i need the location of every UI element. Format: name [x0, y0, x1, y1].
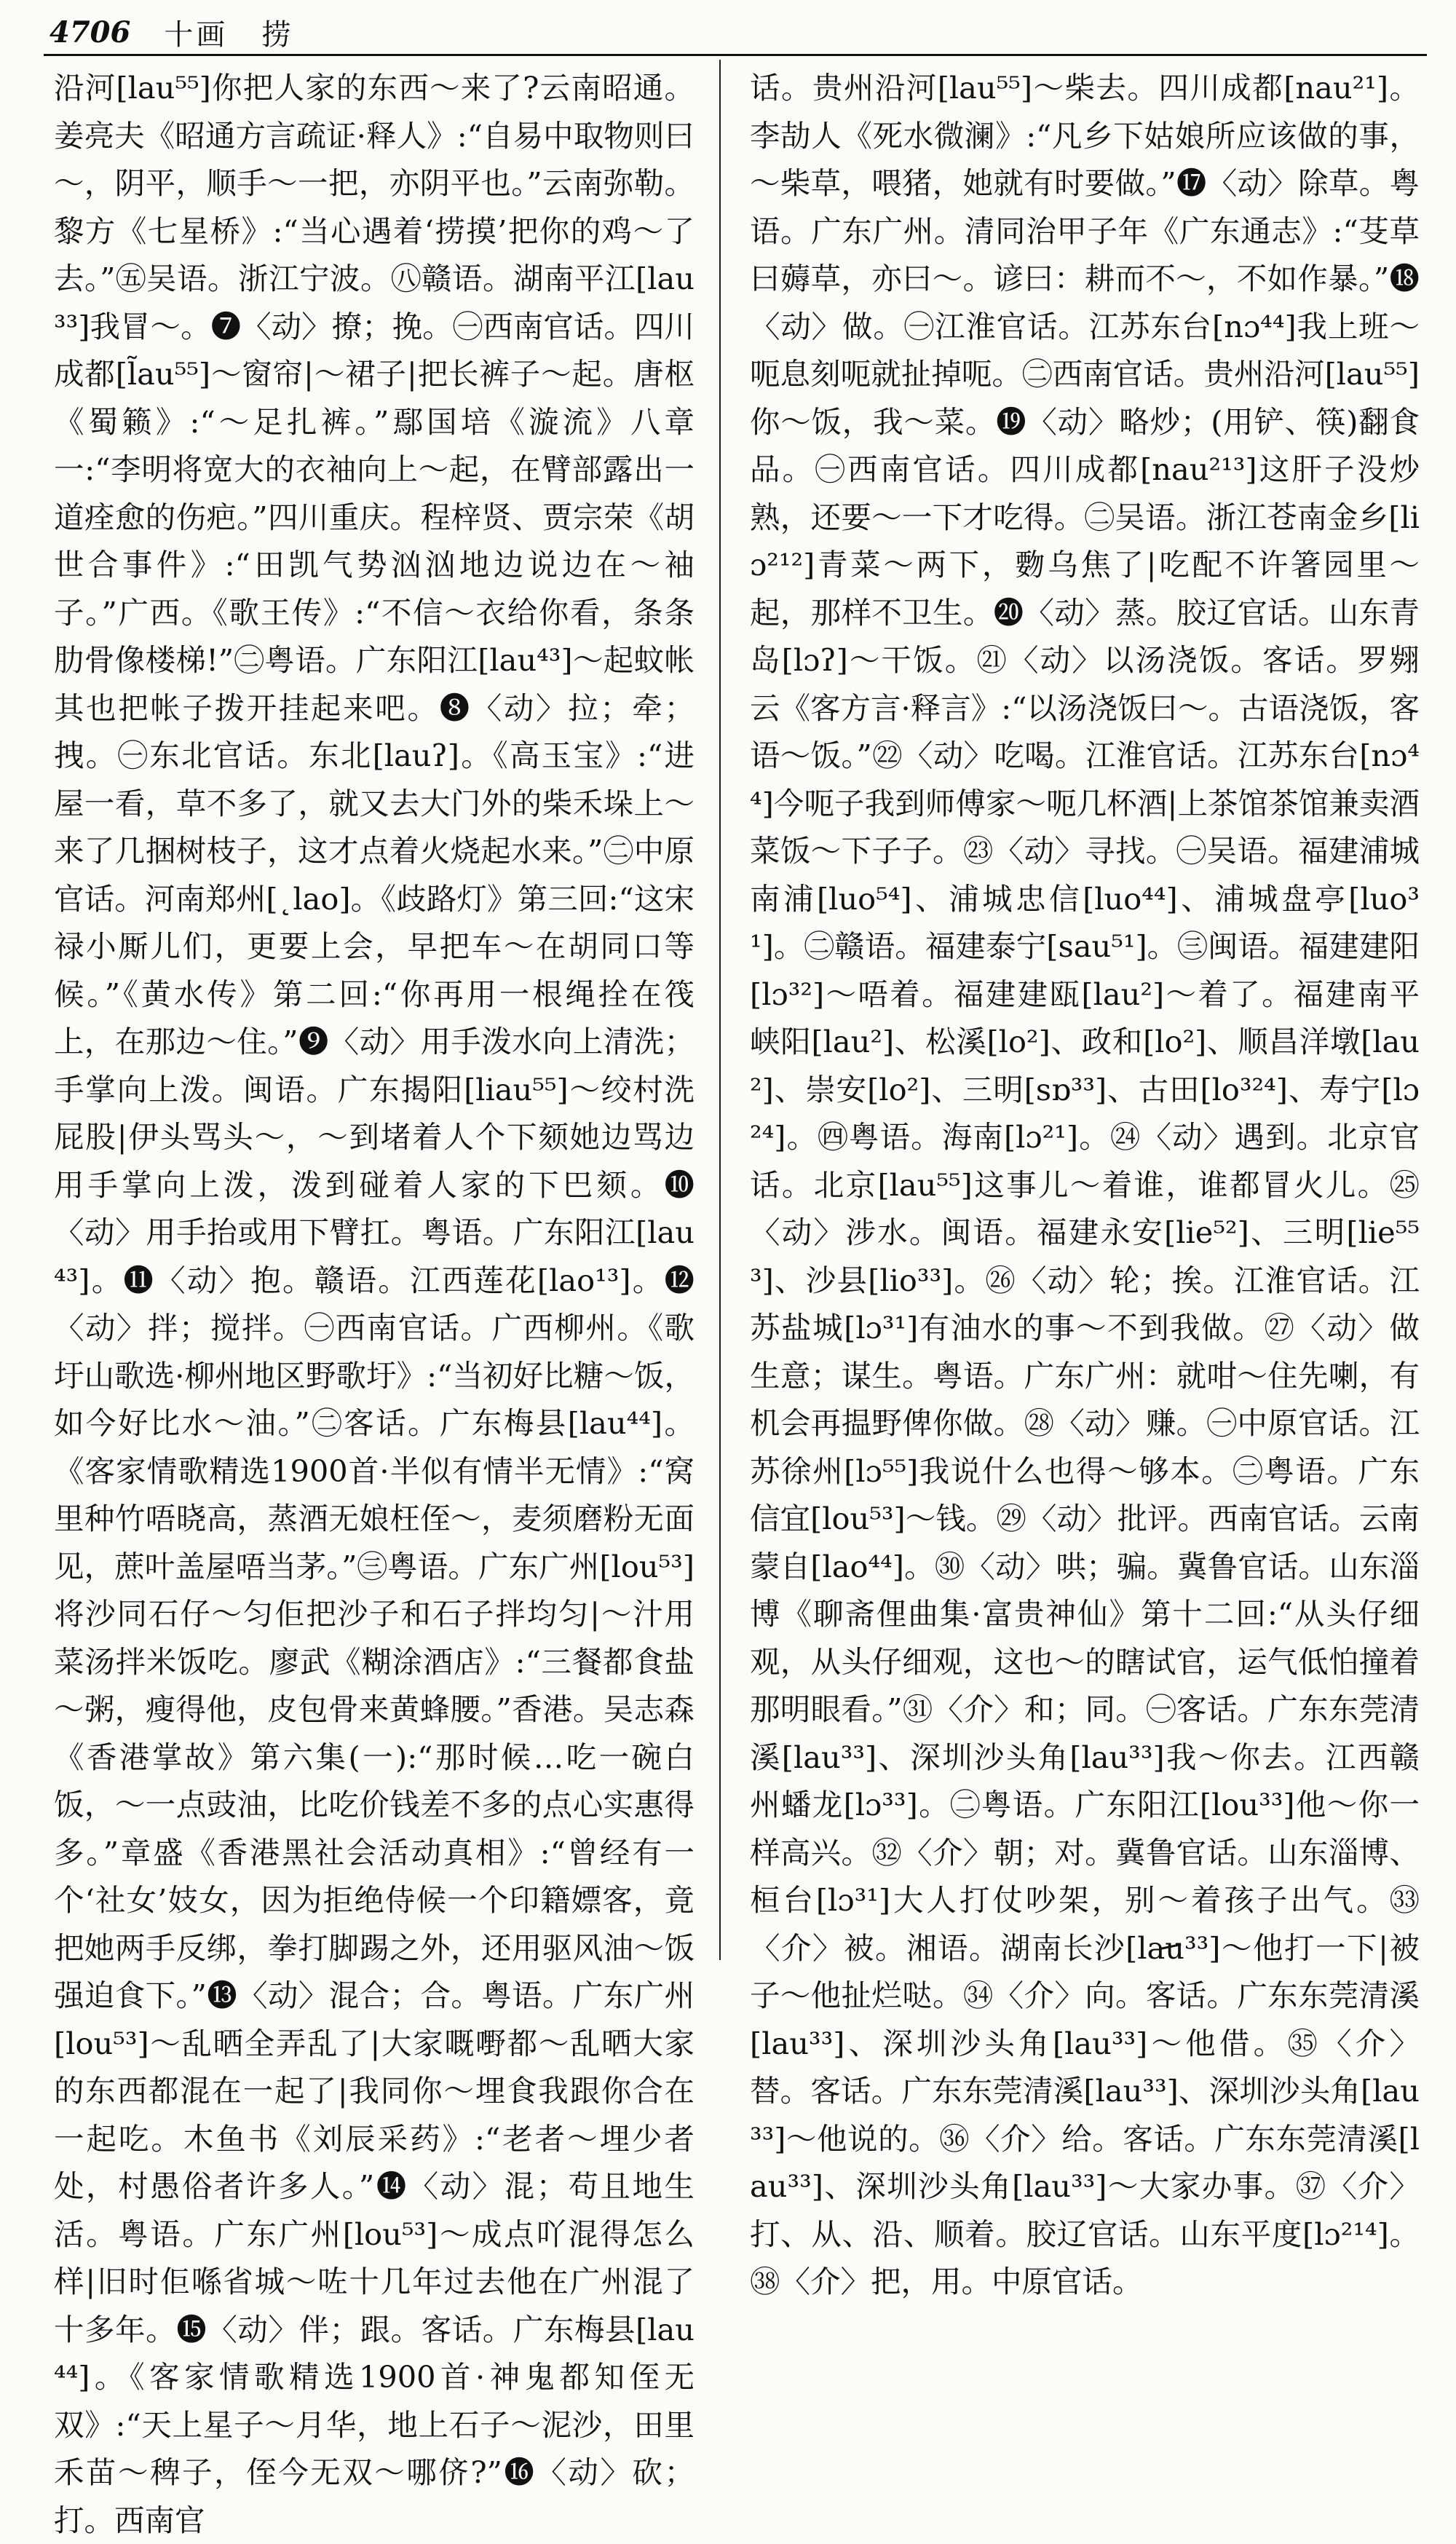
- page-header: [50, 10, 1433, 54]
- left-column: [54, 64, 695, 2538]
- column-divider: [719, 60, 721, 1960]
- section-label: 十画: [164, 17, 229, 52]
- right-column-text: 话。贵州沿河[lau⁵⁵]～柴去。四川成都[nau²¹]。李劼人《死水微澜》:“凡乡下姑娘所应该做的事，～柴草，喂猪，她就有时要做。”⓱〈动〉除草。粤语。广东广州。清同治甲子年《广东通志》:“芟草曰薅草，亦曰～。谚曰：耕而不～，不如作暴。”⓲〈动〉做。㊀江淮官话。江苏东台[nɔ⁴⁴]我上班～呃息刻呃就扯掉呃。㊁西南官话。贵州沿河[lau⁵⁵]你～饭，我～菜。⓳〈动〉略炒；(用铲、筷)翻食品。㊀西南官话。四川成都[nau²¹³]这肝子没炒熟，还要～一下才吃得。㊁吴语。浙江苍南金乡[liɔ²¹²]青菜～两下，覅乌焦了|吃配不许箸园里～起，那样不卫生。⓴〈动〉蒸。胶辽官话。山东青岛[lɔʔ]～干饭。㉑〈动〉以汤浇饭。客话。罗翙云《客方言·释言》:“以汤浇饭曰～。古语浇饭，客语～饭。”㉒〈动〉吃喝。江淮官话。江苏东台[nɔ⁴⁴]今呃子我到师傅家～呃几杯酒|上茶馆茶馆兼卖酒菜饭～下子子。㉓〈动〉寻找。㊀吴语。福建浦城南浦[luo⁵⁴]、浦城忠信[luo⁴⁴]、浦城盘亭[luo³¹]。㊁赣语。福建泰宁[sau⁵¹]。㊂闽语。福建建阳[lɔ³²]～唔着。福建建瓯[lau²]～着了。福建南平峡阳[lau²]、松溪[lo²]、政和[lo²]、顺昌洋墩[lau²]、崇安[lo²]、三明[sɒ³³]、古田[lo³²⁴]、寿宁[lɔ²⁴]。㊃粤语。海南[lɔ²¹]。㉔〈动〉遇到。北京官话。北京[lau⁵⁵]这事儿～着谁，谁都冒火儿。㉕〈动〉涉水。闽语。福建永安[lie⁵²]、三明[lie⁵⁵³]、沙县[lio³³]。㉖〈动〉轮；挨。江淮官话。江苏盐城[lɔ³¹]有油水的事～不到我做。㉗〈动〉做生意；谋生。粤语。广东广州：就咁～住先喇，有机会再揾野俾你做。㉘〈动〉赚。㊀中原官话。江苏徐州[lɔ⁵⁵]我说什么也得～够本。㊁粤语。广东信宜[lou⁵³]～钱。㉙〈动〉批评。西南官话。云南蒙自[lao⁴⁴]。㉚〈动〉哄；骗。冀鲁官话。山东淄博《聊斋俚曲集·富贵神仙》第十二回:“从头仔细观，从头仔细观，这也～的瞎试官，运气低怕撞着那明眼看。”㉛〈介〉和；同。㊀客话。广东东莞清溪[lau³³]、深圳沙头角[lau³³]我～你去。江西赣州蟠龙[lɔ³³]。㊁粤语。广东阳江[lou³³]他～你一样高兴。㉜〈介〉朝；对。冀鲁官话。山东淄博、桓台[lɔ³¹]大人打仗吵架，别～着孩子出气。㉝〈介〉被。湘语。湖南长沙[lau³³]～他打一下|被子～他扯烂哒。㉞〈介〉向。客话。广东东莞清溪[lau³³]、深圳沙头角[lau³³]～他借。㉟〈介〉替。客话。广东东莞清溪[lau³³]、深圳沙头角[lau³³]～他说的。㊱〈介〉给。客话。广东东莞清溪[lau³³]、深圳沙头角[lau³³]～大家办事。㊲〈介〉打、从、沿、顺着。胶辽官话。山东平度[lɔ²¹⁴]。㊳〈介〉把，用。中原官话。: [750, 70, 1420, 2299]
- right-column: [750, 64, 1420, 2299]
- page-number: 4706: [50, 15, 131, 50]
- headword: 捞: [261, 17, 294, 52]
- left-column-text: 沿河[lau⁵⁵]你把人家的东西～来了?云南昭通。姜亮夫《昭通方言疏证·释人》:“自易中取物则曰～，阴平，顺手～一把，亦阴平也。”云南弥勒。黎方《七星桥》:“当心遇着‘捞摸’把你的鸡～了去。”㊄吴语。浙江宁波。㊇赣语。湖南平江[lau³³]我冒～。❼〈动〉撩；挽。㊀西南官话。四川成都[l̃au⁵⁵]～窗帘|～裙子|把长裤子～起。唐枢《蜀籁》:“～足扎裤。”鄢国培《漩流》八章一:“李明将宽大的衣袖向上～起，在臂部露出一道痊愈的伤疤。”四川重庆。程梓贤、贾宗荣《胡世合事件》:“田凯气势汹汹地边说边在～袖子。”广西。《歌王传》:“不信～衣给你看，条条肋骨像楼梯!”㊁粤语。广东阳江[lau⁴³]～起蚊帐其也把帐子拨开挂起来吧。❽〈动〉拉；牵；拽。㊀东北官话。东北[lauʔ]。《高玉宝》:“进屋一看，草不多了，就又去大门外的柴禾垛上～来了几捆树枝子，这才点着火烧起水来。”㊁中原官话。河南郑州[˛lao]。《歧路灯》第三回:“这宋禄小厮儿们，更要上会，早把车～在胡同口等候。”《黄水传》第二回:“你再用一根绳拴在筏上，在那边～住。”❾〈动〉用手泼水向上清洗；手掌向上泼。闽语。广东揭阳[liau⁵⁵]～绞村洗屁股|伊头骂头～，～到堵着人个下颏她边骂边用手掌向上泼，泼到碰着人家的下巴颏。❿〈动〉用手抬或用下臂扛。粤语。广东阳江[lau⁴³]。⓫〈动〉抱。赣语。江西莲花[lao¹³]。⓬〈动〉拌；搅拌。㊀西南官话。广西柳州。《歌圩山歌选·柳州地区野歌圩》:“当初好比糖～饭，如今好比水～油。”㊁客话。广东梅县[lau⁴⁴]。《客家情歌精选1900首·半似有情半无情》:“窝里种竹唔晓高，蒸酒无娘枉侄～，麦须磨粉无面见，蔗叶盖屋唔当茅。”㊂粤语。广东广州[lou⁵³]将沙同石仔～匀佢把沙子和石子拌均匀|～汁用菜汤拌米饭吃。廖武《糊涂酒店》:“三餐都食盐～粥，瘦得他，皮包骨来黄蜂腰。”香港。吴志森《香港掌故》第六集(一):“那时候…吃一碗白饭，～一点豉油，比吃价钱差不多的点心实惠得多。”章盛《香港黑社会活动真相》:“曾经有一个‘社女’妓女，因为拒绝侍候一个印籍嫖客，竟把她两手反绑，拳打脚踢之外，还用驱风油～饭强迫食下。”⓭〈动〉混合；合。粤语。广东广州[lou⁵³]～乱晒全弄乱了|大家嘅嘢都～乱晒大家的东西都混在一起了|我同你～埋食我跟你合在一起吃。木鱼书《刘辰采药》:“老者～埋少者处，村愚俗者许多人。”⓮〈动〉混；苟且地生活。粤语。广东广州[lou⁵³]～成点吖混得怎么样|旧时佢喺省城～咗十几年过去他在广州混了十多年。⓯〈动〉伴；跟。客话。广东梅县[lau⁴⁴]。《客家情歌精选1900首·神鬼都知侄无双》:“天上星子～月华，地上石子～泥沙，田里禾苗～稗子，侄今无双～哪侪?”⓰〈动〉砍；打。西南官: [54, 70, 695, 2538]
- header-rule: [44, 54, 1427, 56]
